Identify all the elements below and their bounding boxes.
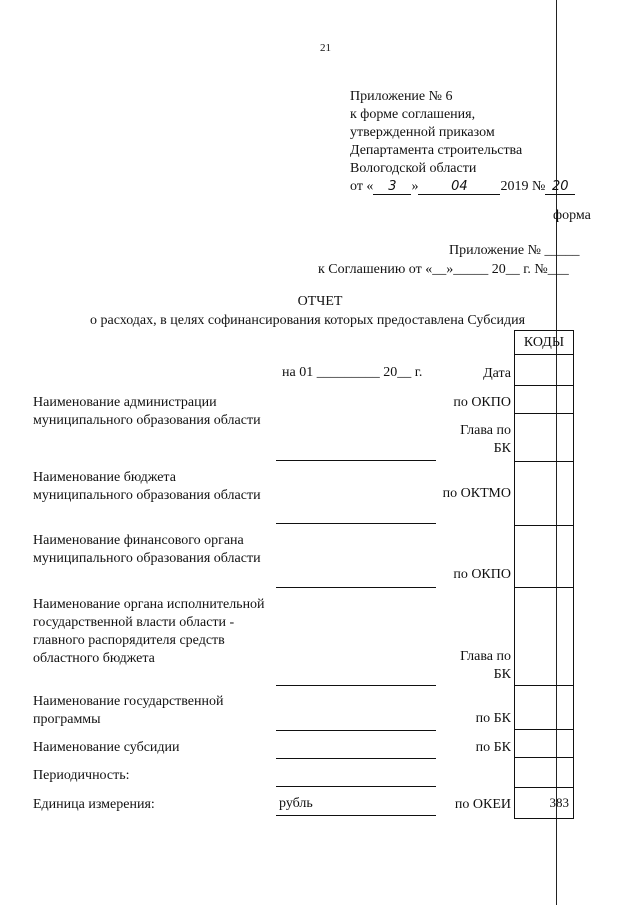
fill-line-finance-body: [276, 587, 436, 588]
code-cell-okpo-1: [515, 385, 573, 414]
document-subtitle: о расходах, в целях софинансирования которых предоставлена Субсидия: [90, 313, 526, 328]
row-label-subsidy: Наименование субсидии: [33, 740, 180, 755]
fill-line-executive-body: [276, 685, 436, 686]
date-prefix: от «: [350, 179, 374, 194]
code-cell-okei: [515, 787, 573, 819]
code-cell-okpo-2: [515, 525, 573, 588]
date-day: 3: [373, 179, 411, 195]
document-title: ОТЧЕТ: [297, 294, 343, 309]
code-label-okpo-1: по ОКПО: [453, 395, 511, 410]
appendix-line-2: к форме соглашения,: [350, 107, 476, 122]
row-label-budget: Наименование бюджета муниципального образования области: [33, 470, 261, 503]
date-number: 20: [545, 179, 575, 195]
row-label-finance-body: Наименование финансового органа муниципального образования области: [33, 533, 261, 566]
form-label: форма: [553, 208, 591, 223]
code-cell-bk-2: [515, 587, 573, 686]
agreement-line: к Соглашению от «__»_____ 20__ г. №___: [318, 262, 569, 277]
row-label-unit: Единица измерения:: [33, 797, 155, 812]
row-label-program: Наименование государственной программы: [33, 694, 224, 727]
code-label-okpo-2: по ОКПО: [453, 567, 511, 582]
code-label-okei: по ОКЕИ: [454, 797, 511, 812]
page-number: 21: [320, 42, 331, 54]
date-mid: »: [411, 179, 419, 194]
code-label-bk-4: по БК: [475, 740, 511, 755]
code-cell-bk-3: [515, 685, 573, 730]
code-cell-bk-4: [515, 729, 573, 758]
date-year: 2019 №: [500, 179, 546, 194]
codes-header: КОДЫ: [514, 330, 574, 355]
appendix-number-line: Приложение № _____: [449, 243, 580, 258]
fill-line-program: [276, 730, 436, 731]
unit-value: рубль: [279, 796, 313, 811]
date-code-label: Дата: [483, 366, 511, 381]
row-label-administration: Наименование администрации муниципального образования области: [33, 395, 261, 428]
okei-code-value: 383: [549, 795, 569, 810]
appendix-line-1: Приложение № 6: [350, 89, 453, 104]
appendix-block: [350, 88, 575, 196]
code-label-bk-2: Глава по БК: [460, 649, 511, 682]
code-label-bk-3: по БК: [475, 711, 511, 726]
report-date-line: на 01 _________ 20__ г.: [282, 365, 423, 380]
fill-line-periodicity: [276, 786, 436, 787]
fill-line-administration: [276, 460, 436, 461]
code-cell-date: [515, 355, 573, 385]
appendix-line-4: Департамента строительства: [350, 143, 523, 158]
row-label-executive-body: Наименование органа исполнительной государственной власти области - главного распорядителя средств областного бюджета: [33, 597, 265, 666]
row-label-periodicity: Периодичность:: [33, 768, 130, 783]
code-cell-bk-1: [515, 413, 573, 462]
fill-line-budget: [276, 523, 436, 524]
code-label-bk-1: Глава по БК: [460, 423, 511, 456]
appendix-line-3: утвержденной приказом: [350, 125, 495, 140]
codes-column: [514, 354, 574, 819]
date-month: 04: [418, 179, 500, 195]
code-label-oktmo: по ОКТМО: [442, 486, 511, 501]
fill-line-subsidy: [276, 758, 436, 759]
appendix-line-5: Вологодской области: [350, 161, 477, 176]
code-cell-oktmo: [515, 461, 573, 526]
code-cell-period: [515, 757, 573, 788]
appendix-date-line: [350, 178, 575, 196]
fill-line-unit: [276, 815, 436, 816]
